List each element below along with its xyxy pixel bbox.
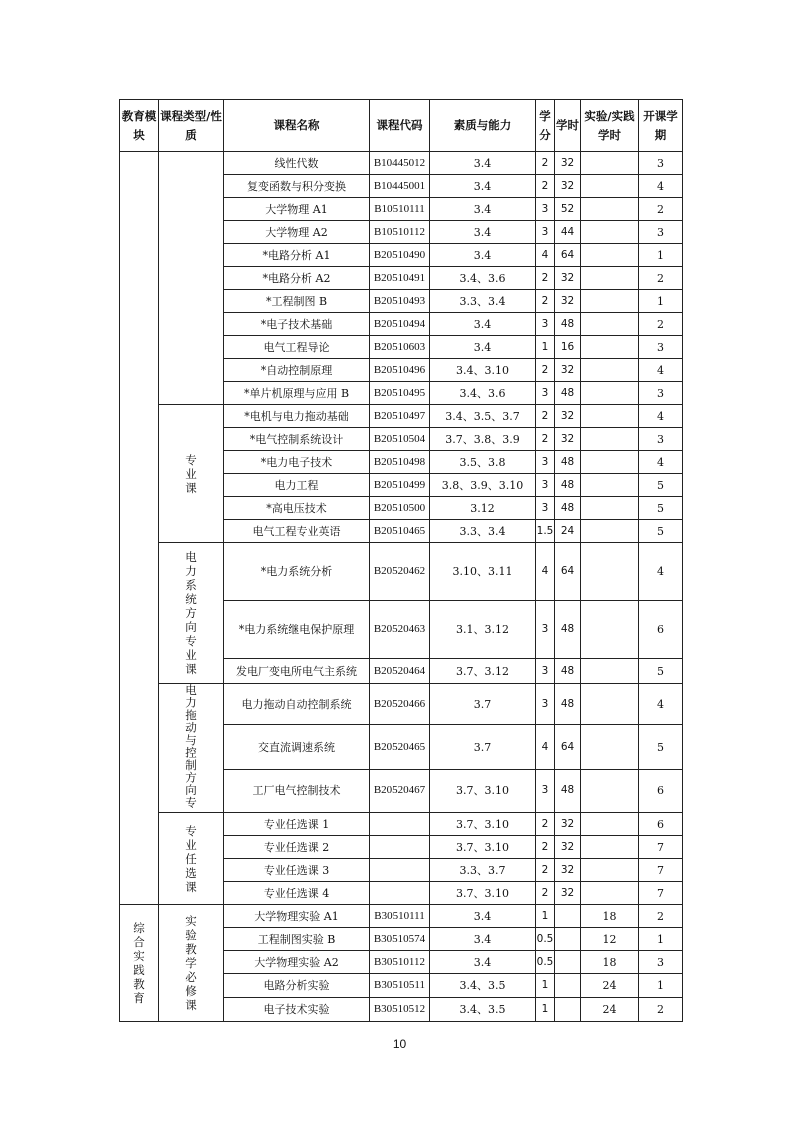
lab-hours-cell <box>581 813 639 836</box>
course-name-cell: 大学物理 A1 <box>224 198 370 221</box>
lab-hours-cell <box>581 882 639 905</box>
hours-cell: 48 <box>555 684 581 725</box>
course-name-cell: 电气工程专业英语 <box>224 520 370 543</box>
lab-hours-cell <box>581 221 639 244</box>
type-group-cell <box>159 813 224 905</box>
ability-cell: 3.4、3.6 <box>430 267 536 290</box>
lab-hours-cell <box>581 336 639 359</box>
ability-cell: 3.7 <box>430 684 536 725</box>
hours-cell: 32 <box>555 267 581 290</box>
term-cell: 5 <box>639 474 683 497</box>
term-cell: 7 <box>639 882 683 905</box>
ability-cell: 3.7、3.10 <box>430 836 536 859</box>
term-cell: 6 <box>639 813 683 836</box>
hours-cell: 48 <box>555 601 581 659</box>
ability-cell: 3.4、3.5 <box>430 998 536 1022</box>
credit-cell: 1 <box>536 974 555 998</box>
course-code-cell: B20510465 <box>370 520 430 543</box>
hours-cell: 64 <box>555 244 581 267</box>
credit-cell: 2 <box>536 836 555 859</box>
term-cell: 3 <box>639 152 683 175</box>
credit-cell: 0.5 <box>536 951 555 974</box>
hours-cell: 32 <box>555 359 581 382</box>
course-name-cell: 复变函数与积分变换 <box>224 175 370 198</box>
ability-cell: 3.7、3.10 <box>430 813 536 836</box>
header-term: 开课学期 <box>639 100 683 152</box>
lab-hours-cell <box>581 684 639 725</box>
lab-hours-cell <box>581 313 639 336</box>
course-name-cell: 专业任选课 1 <box>224 813 370 836</box>
course-name-cell: 专业任选课 3 <box>224 859 370 882</box>
hours-cell: 32 <box>555 859 581 882</box>
ability-cell: 3.7、3.8、3.9 <box>430 428 536 451</box>
ability-cell: 3.4 <box>430 928 536 951</box>
ability-cell: 3.3、3.4 <box>430 290 536 313</box>
lab-hours-cell <box>581 451 639 474</box>
hours-cell <box>555 998 581 1022</box>
course-code-cell: B30510512 <box>370 998 430 1022</box>
lab-hours-cell <box>581 382 639 405</box>
credit-cell: 3 <box>536 382 555 405</box>
lab-hours-cell <box>581 543 639 601</box>
course-name-cell: 工厂电气控制技术 <box>224 769 370 812</box>
hours-cell: 48 <box>555 474 581 497</box>
type-group-label: 专业任选课 <box>185 823 197 894</box>
term-cell: 2 <box>639 198 683 221</box>
page-number: 10 <box>392 1037 407 1051</box>
ability-cell: 3.3、3.7 <box>430 859 536 882</box>
lab-hours-cell <box>581 520 639 543</box>
course-name-cell: *电力电子技术 <box>224 451 370 474</box>
course-code-cell: B20520462 <box>370 543 430 601</box>
lab-hours-cell <box>581 198 639 221</box>
ability-cell: 3.1、3.12 <box>430 601 536 659</box>
course-code-cell: B20510490 <box>370 244 430 267</box>
course-name-cell: 工程制图实验 B <box>224 928 370 951</box>
credit-cell: 1 <box>536 336 555 359</box>
lab-hours-cell <box>581 859 639 882</box>
hours-cell <box>555 905 581 928</box>
credit-cell: 2 <box>536 290 555 313</box>
header-ability: 素质与能力 <box>430 100 536 152</box>
type-group-cell <box>159 905 224 1022</box>
credit-cell: 3 <box>536 451 555 474</box>
course-code-cell <box>370 859 430 882</box>
course-code-cell: B20520467 <box>370 769 430 812</box>
hours-cell: 16 <box>555 336 581 359</box>
course-code-cell: B10445001 <box>370 175 430 198</box>
hours-cell: 32 <box>555 882 581 905</box>
credit-cell: 2 <box>536 882 555 905</box>
course-name-cell: 大学物理实验 A1 <box>224 905 370 928</box>
module-group-cell <box>120 152 159 905</box>
course-name-cell: *电路分析 A2 <box>224 267 370 290</box>
course-code-cell: B30510511 <box>370 974 430 998</box>
term-cell: 5 <box>639 520 683 543</box>
ability-cell: 3.4 <box>430 198 536 221</box>
term-cell: 5 <box>639 725 683 770</box>
term-cell: 1 <box>639 928 683 951</box>
term-cell: 1 <box>639 974 683 998</box>
lab-hours-cell <box>581 474 639 497</box>
ability-cell: 3.4 <box>430 221 536 244</box>
credit-cell: 3 <box>536 221 555 244</box>
ability-cell: 3.4 <box>430 905 536 928</box>
term-cell: 5 <box>639 497 683 520</box>
term-cell: 3 <box>639 221 683 244</box>
term-cell: 3 <box>639 382 683 405</box>
table-row <box>120 905 683 928</box>
course-code-cell: B20510603 <box>370 336 430 359</box>
credit-cell: 1 <box>536 905 555 928</box>
credit-cell: 3 <box>536 684 555 725</box>
ability-cell: 3.8、3.9、3.10 <box>430 474 536 497</box>
hours-cell: 48 <box>555 451 581 474</box>
credit-cell: 2 <box>536 428 555 451</box>
term-cell: 7 <box>639 836 683 859</box>
term-cell: 4 <box>639 543 683 601</box>
term-cell: 4 <box>639 684 683 725</box>
hours-cell: 32 <box>555 405 581 428</box>
lab-hours-cell <box>581 836 639 859</box>
ability-cell: 3.4 <box>430 951 536 974</box>
course-name-cell: 电子技术实验 <box>224 998 370 1022</box>
term-cell: 2 <box>639 313 683 336</box>
hours-cell: 32 <box>555 428 581 451</box>
ability-cell: 3.3、3.4 <box>430 520 536 543</box>
hours-cell: 44 <box>555 221 581 244</box>
credit-cell: 3 <box>536 497 555 520</box>
course-code-cell: B20510504 <box>370 428 430 451</box>
lab-hours-cell <box>581 428 639 451</box>
lab-hours-cell: 24 <box>581 974 639 998</box>
credit-cell: 2 <box>536 152 555 175</box>
header-code: 课程代码 <box>370 100 430 152</box>
course-name-cell: *自动控制原理 <box>224 359 370 382</box>
course-code-cell: B30510574 <box>370 928 430 951</box>
course-name-cell: *电机与电力拖动基础 <box>224 405 370 428</box>
type-group-label: 电力拖动与控制方向专 <box>184 684 198 809</box>
course-name-cell: 发电厂变电所电气主系统 <box>224 659 370 684</box>
credit-cell: 3 <box>536 313 555 336</box>
header-module: 教育模块 <box>120 100 159 152</box>
credit-cell: 4 <box>536 543 555 601</box>
table-row <box>120 684 683 725</box>
credit-cell: 2 <box>536 359 555 382</box>
course-code-cell: B20520466 <box>370 684 430 725</box>
type-group-label: 实验教学必修课 <box>185 914 197 1012</box>
term-cell: 4 <box>639 451 683 474</box>
course-name-cell: *电力系统分析 <box>224 543 370 601</box>
credit-cell: 2 <box>536 813 555 836</box>
lab-hours-cell <box>581 359 639 382</box>
module-group-cell <box>120 905 159 1022</box>
course-code-cell: B20510497 <box>370 405 430 428</box>
hours-cell <box>555 974 581 998</box>
course-name-cell: 专业任选课 4 <box>224 882 370 905</box>
course-code-cell: B20510500 <box>370 497 430 520</box>
hours-cell: 48 <box>555 382 581 405</box>
credit-cell: 3 <box>536 659 555 684</box>
ability-cell: 3.4、3.5、3.7 <box>430 405 536 428</box>
credit-cell: 0.5 <box>536 928 555 951</box>
hours-cell: 48 <box>555 769 581 812</box>
hours-cell: 32 <box>555 175 581 198</box>
course-code-cell: B20510495 <box>370 382 430 405</box>
ability-cell: 3.4、3.5 <box>430 974 536 998</box>
ability-cell: 3.4 <box>430 313 536 336</box>
ability-cell: 3.4、3.6 <box>430 382 536 405</box>
lab-hours-cell: 18 <box>581 905 639 928</box>
type-group-cell <box>159 152 224 405</box>
ability-cell: 3.7、3.10 <box>430 769 536 812</box>
course-code-cell: B20510494 <box>370 313 430 336</box>
course-code-cell: B30510111 <box>370 905 430 928</box>
lab-hours-cell <box>581 601 639 659</box>
term-cell: 7 <box>639 859 683 882</box>
term-cell: 2 <box>639 267 683 290</box>
course-name-cell: *单片机原理与应用 B <box>224 382 370 405</box>
lab-hours-cell <box>581 152 639 175</box>
term-cell: 6 <box>639 769 683 812</box>
term-cell: 3 <box>639 336 683 359</box>
term-cell: 2 <box>639 905 683 928</box>
credit-cell: 4 <box>536 244 555 267</box>
type-group-cell <box>159 405 224 543</box>
hours-cell: 32 <box>555 836 581 859</box>
term-cell: 1 <box>639 244 683 267</box>
course-code-cell <box>370 813 430 836</box>
lab-hours-cell <box>581 497 639 520</box>
course-code-cell: B20510499 <box>370 474 430 497</box>
course-code-cell: B20520463 <box>370 601 430 659</box>
ability-cell: 3.12 <box>430 497 536 520</box>
credit-cell: 2 <box>536 405 555 428</box>
lab-hours-cell <box>581 175 639 198</box>
ability-cell: 3.7、3.10 <box>430 882 536 905</box>
course-table <box>119 99 683 1022</box>
course-name-cell: *工程制图 B <box>224 290 370 313</box>
course-code-cell: B20510498 <box>370 451 430 474</box>
ability-cell: 3.10、3.11 <box>430 543 536 601</box>
course-name-cell: 线性代数 <box>224 152 370 175</box>
course-name-cell: 电力工程 <box>224 474 370 497</box>
type-group-cell <box>159 543 224 684</box>
term-cell: 1 <box>639 290 683 313</box>
course-name-cell: *电路分析 A1 <box>224 244 370 267</box>
credit-cell: 2 <box>536 859 555 882</box>
table-row <box>120 543 683 601</box>
course-code-cell: B10445012 <box>370 152 430 175</box>
ability-cell: 3.5、3.8 <box>430 451 536 474</box>
credit-cell: 2 <box>536 267 555 290</box>
table-row <box>120 813 683 836</box>
header-name: 课程名称 <box>224 100 370 152</box>
lab-hours-cell: 12 <box>581 928 639 951</box>
course-name-cell: 大学物理实验 A2 <box>224 951 370 974</box>
course-code-cell: B20510493 <box>370 290 430 313</box>
credit-cell: 3 <box>536 474 555 497</box>
term-cell: 3 <box>639 428 683 451</box>
hours-cell: 52 <box>555 198 581 221</box>
term-cell: 6 <box>639 601 683 659</box>
credit-cell: 3 <box>536 601 555 659</box>
course-name-cell: *电力系统继电保护原理 <box>224 601 370 659</box>
type-group-label: 电力系统方向专业课 <box>185 550 197 676</box>
table-row <box>120 152 683 175</box>
lab-hours-cell: 18 <box>581 951 639 974</box>
header-row <box>120 100 683 152</box>
table-row <box>120 405 683 428</box>
hours-cell: 32 <box>555 152 581 175</box>
course-code-cell: B20510491 <box>370 267 430 290</box>
credit-cell: 1 <box>536 998 555 1022</box>
course-name-cell: *电气控制系统设计 <box>224 428 370 451</box>
hours-cell: 64 <box>555 543 581 601</box>
course-code-cell: B10510111 <box>370 198 430 221</box>
hours-cell: 24 <box>555 520 581 543</box>
ability-cell: 3.4 <box>430 244 536 267</box>
header-credit: 学分 <box>536 100 555 152</box>
lab-hours-cell <box>581 405 639 428</box>
hours-cell: 64 <box>555 725 581 770</box>
course-name-cell: 专业任选课 2 <box>224 836 370 859</box>
credit-cell: 3 <box>536 198 555 221</box>
lab-hours-cell: 24 <box>581 998 639 1022</box>
course-code-cell: B20520464 <box>370 659 430 684</box>
course-name-cell: 电路分析实验 <box>224 974 370 998</box>
course-name-cell: 电力拖动自动控制系统 <box>224 684 370 725</box>
term-cell: 4 <box>639 405 683 428</box>
type-group-cell <box>159 684 224 813</box>
header-hours: 学时 <box>555 100 581 152</box>
header-lab-hours: 实验/实践学时 <box>581 100 639 152</box>
credit-cell: 4 <box>536 725 555 770</box>
term-cell: 2 <box>639 998 683 1022</box>
lab-hours-cell <box>581 244 639 267</box>
ability-cell: 3.4 <box>430 175 536 198</box>
header-type: 课程类型/性质 <box>159 100 224 152</box>
hours-cell <box>555 951 581 974</box>
lab-hours-cell <box>581 267 639 290</box>
ability-cell: 3.7、3.12 <box>430 659 536 684</box>
course-code-cell <box>370 882 430 905</box>
term-cell: 4 <box>639 175 683 198</box>
hours-cell: 48 <box>555 313 581 336</box>
hours-cell: 48 <box>555 659 581 684</box>
course-name-cell: 电气工程导论 <box>224 336 370 359</box>
term-cell: 4 <box>639 359 683 382</box>
type-group-label: 专业课 <box>185 452 197 495</box>
course-name-cell: 大学物理 A2 <box>224 221 370 244</box>
course-name-cell: *高电压技术 <box>224 497 370 520</box>
hours-cell <box>555 928 581 951</box>
ability-cell: 3.4 <box>430 152 536 175</box>
ability-cell: 3.7 <box>430 725 536 770</box>
hours-cell: 32 <box>555 290 581 313</box>
ability-cell: 3.4 <box>430 336 536 359</box>
course-code-cell: B30510112 <box>370 951 430 974</box>
credit-cell: 2 <box>536 175 555 198</box>
course-code-cell <box>370 836 430 859</box>
term-cell: 5 <box>639 659 683 684</box>
term-cell: 3 <box>639 951 683 974</box>
course-name-cell: *电子技术基础 <box>224 313 370 336</box>
course-code-cell: B20510496 <box>370 359 430 382</box>
course-code-cell: B20520465 <box>370 725 430 770</box>
lab-hours-cell <box>581 290 639 313</box>
lab-hours-cell <box>581 769 639 812</box>
hours-cell: 32 <box>555 813 581 836</box>
lab-hours-cell <box>581 725 639 770</box>
credit-cell: 1.5 <box>536 520 555 543</box>
ability-cell: 3.4、3.10 <box>430 359 536 382</box>
lab-hours-cell <box>581 659 639 684</box>
hours-cell: 48 <box>555 497 581 520</box>
credit-cell: 3 <box>536 769 555 812</box>
course-name-cell: 交直流调速系统 <box>224 725 370 770</box>
module-group-label: 综合实践教育 <box>133 921 145 1005</box>
course-code-cell: B10510112 <box>370 221 430 244</box>
